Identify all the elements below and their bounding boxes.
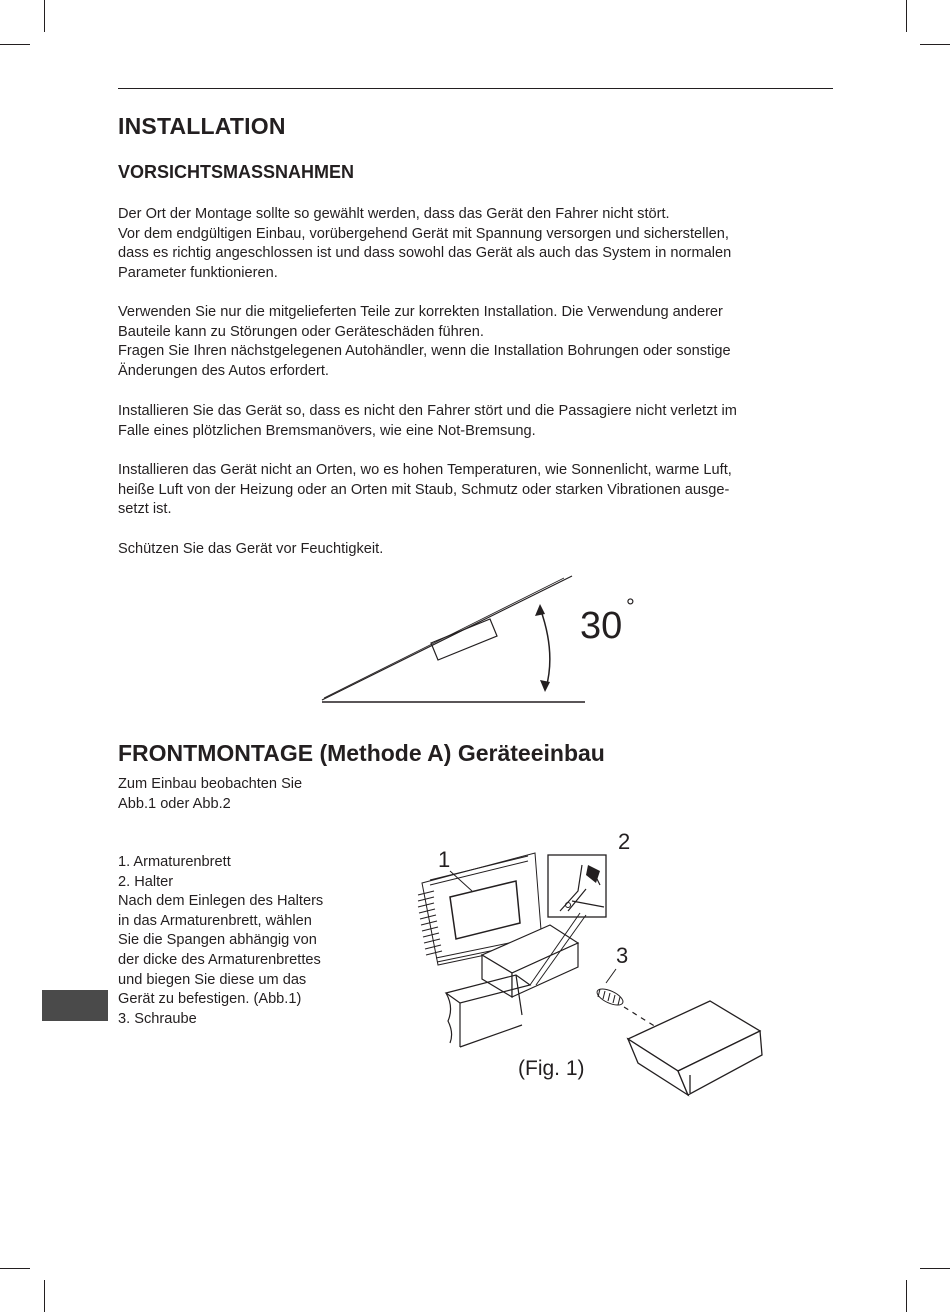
- list-item: Sie die Spangen abhängig von: [118, 932, 317, 949]
- language-tab: [42, 990, 108, 1021]
- degree-symbol: °: [626, 594, 635, 619]
- crop-mark: [0, 1268, 30, 1269]
- crop-mark: [0, 44, 30, 45]
- dashboard-panel: [446, 975, 530, 1047]
- text-line: Parameter funktionieren.: [118, 264, 278, 281]
- instruction-list: [118, 853, 323, 1029]
- text-line: setzt ist.: [118, 501, 172, 518]
- text-line: Verwenden Sie nur die mitgelieferten Teile zur korrekten Installation. Die Verwendung anderer: [118, 304, 723, 320]
- leader-line: [450, 871, 472, 891]
- crop-mark: [920, 44, 950, 45]
- callout-2: 2: [618, 829, 631, 854]
- paragraph: [118, 540, 838, 560]
- text-line: Installieren Sie das Gerät so, dass es nicht den Fahrer stört und die Passagiere nicht verletzt im: [118, 403, 737, 419]
- angle-label: 30: [580, 605, 623, 647]
- text-line: Bauteile kann zu Störungen oder Geräteschäden führen.: [118, 323, 484, 340]
- paragraph: [118, 205, 838, 283]
- text-line: Der Ort der Montage sollte so gewählt werden, dass das Gerät den Fahrer nicht stört.: [118, 206, 670, 222]
- list-item: und biegen Sie diese um das: [118, 971, 307, 988]
- text-line: Schützen Sie das Gerät vor Feuchtigkeit.: [118, 541, 384, 557]
- list-item: in das Armaturenbrett, wählen: [118, 912, 312, 929]
- list-item: der dicke des Armaturenbrettes: [118, 951, 321, 968]
- installation-diagram: [410, 825, 790, 1105]
- crop-mark: [44, 1280, 45, 1312]
- device-outline: [431, 619, 497, 660]
- screw-icon: [595, 986, 625, 1009]
- bracket-detail-inset: [548, 855, 606, 917]
- leader-line: [606, 969, 616, 983]
- mounting-angle-figure: [310, 570, 650, 710]
- crop-mark: [920, 1268, 950, 1269]
- header-rule: [118, 88, 833, 89]
- figure-caption: (Fig. 1): [518, 1057, 585, 1080]
- text-line: Fragen Sie Ihren nächstgelegenen Autohändler, wenn die Installation Bohrungen oder sonstige: [118, 343, 731, 360]
- text-line: heiße Luft von der Heizung oder an Orten mit Staub, Schmutz oder starken Vibrationen ausge-: [118, 481, 730, 498]
- head-unit: [628, 1001, 762, 1095]
- paragraph: [118, 402, 838, 441]
- text-line: Änderungen des Autos erfordert.: [118, 362, 329, 379]
- text-line: dass es richtig angeschlossen ist und dass sowohl das Gerät als auch das System in normalen: [118, 245, 732, 262]
- intro-text: [118, 775, 302, 814]
- crop-mark: [906, 0, 907, 32]
- list-item: Gerät zu befestigen. (Abb.1): [118, 991, 302, 1008]
- list-item: 3. Schraube: [118, 1010, 197, 1027]
- dashboard-opening: [450, 881, 520, 939]
- list-item: 2. Halter: [118, 873, 174, 890]
- callout-3: 3: [616, 943, 629, 968]
- incline-line: [322, 576, 572, 700]
- arrow-head: [535, 604, 545, 616]
- text-line: Falle eines plötzlichen Bremsmanövers, wie eine Not-Bremsung.: [118, 422, 536, 439]
- section-title: FRONTMONTAGE (Methode A) Geräteeinbau: [118, 740, 605, 766]
- callout-1: 1: [438, 847, 451, 872]
- text-line: Installieren das Gerät nicht an Orten, wo es hohen Temperaturen, wie Sonnenlicht, warme Luft,: [118, 462, 732, 478]
- list-item: 1. Armaturenbrett: [118, 854, 231, 870]
- section-subtitle: VORSICHTSMASSNAHMEN: [118, 162, 355, 182]
- crop-mark: [906, 1280, 907, 1312]
- paragraph: [118, 303, 838, 381]
- paragraph: [118, 461, 838, 520]
- angle-arc: [540, 608, 550, 688]
- text-line: Vor dem endgültigen Einbau, vorübergehend Gerät mit Spannung versorgen und sicherstellen,: [118, 225, 729, 242]
- arrow-head: [540, 680, 550, 692]
- list-item: Nach dem Einlegen des Halters: [118, 893, 324, 910]
- text-line: Zum Einbau beobachten Sie: [118, 776, 303, 792]
- text-line: Abb.1 oder Abb.2: [118, 795, 231, 812]
- page-title: INSTALLATION: [118, 113, 286, 139]
- crop-mark: [44, 0, 45, 32]
